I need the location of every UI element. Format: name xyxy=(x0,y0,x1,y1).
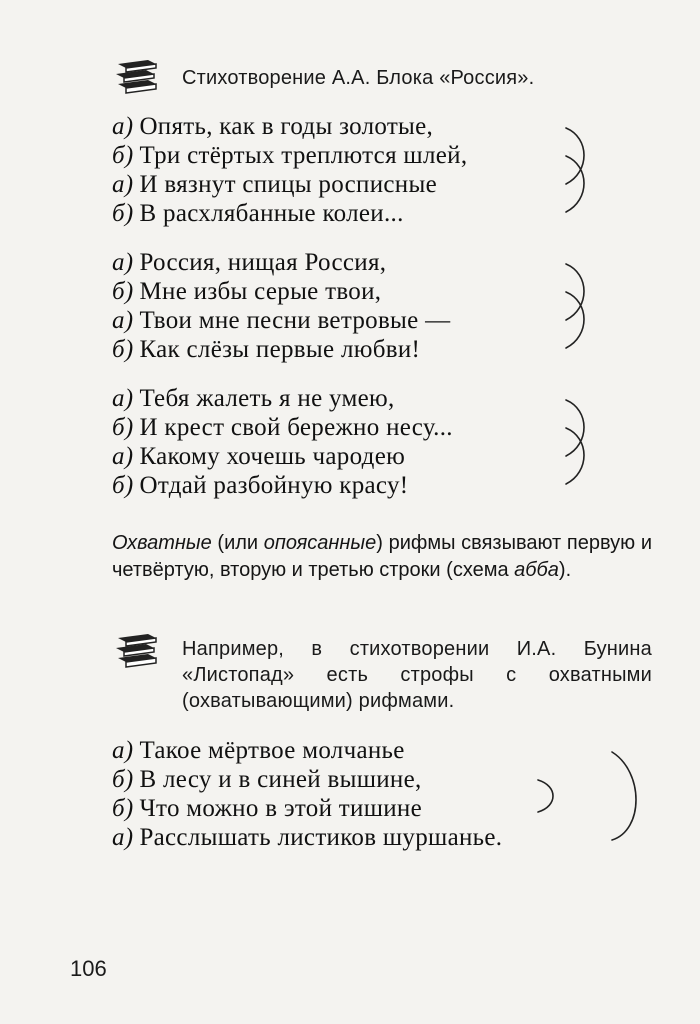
rhyme-arc xyxy=(566,264,584,320)
rhyme-arc xyxy=(566,128,584,184)
verse-line: а) Какому хочешь чародею xyxy=(112,443,406,470)
verse-line: а) Россия, нищая Россия, xyxy=(112,249,387,276)
definition-paragraph: Охватные (или опоясанные) рифмы связывают первую и четвёртую, вторую и третью строки (схема абба). xyxy=(112,532,652,581)
verse-line: а) Такое мёртвое молчанье xyxy=(112,737,405,764)
verse-line: б) Отдай разбойную красу! xyxy=(112,472,409,499)
stanza-3 xyxy=(112,384,453,500)
books-icon xyxy=(114,630,160,668)
verse-line: б) Мне избы серые твои, xyxy=(112,278,382,305)
stanza-1 xyxy=(112,112,467,228)
rhyme-arc xyxy=(566,400,584,456)
verse-line: а) Тебя жалеть я не умею, xyxy=(112,385,395,412)
verse-line: б) В лесу и в синей вышине, xyxy=(112,766,422,793)
rhyme-arc xyxy=(538,780,553,812)
rhyme-arc xyxy=(566,292,584,348)
verse-line: а) Твои мне песни ветровые — xyxy=(112,307,451,334)
rhyme-arc xyxy=(566,428,584,484)
verse-line: б) В расхлябанные колеи... xyxy=(112,200,404,227)
verse-line: а) И вязнут спицы росписные xyxy=(112,171,437,198)
stanza-bunin xyxy=(112,736,502,852)
verse-line: б) Что можно в этой тишине xyxy=(112,795,423,822)
verse-line: б) Три стёртых треплются шлей, xyxy=(112,142,468,169)
books-icon xyxy=(114,56,160,94)
verse-line: б) Как слёзы первые любви! xyxy=(112,336,421,363)
section1-intro: Стихотворение А.А. Блока «Россия». xyxy=(182,67,535,89)
section2-intro: Например, в стихотворении И.А. Бунина «Листопад» есть строфы с охватными (охватывающими) рифмами. xyxy=(182,638,652,712)
verse-line: б) И крест свой бережно несу... xyxy=(112,414,453,441)
stanza-2 xyxy=(112,248,450,364)
verse-line: а) Опять, как в годы золотые, xyxy=(112,113,434,140)
page-number: 106 xyxy=(70,956,107,981)
rhyme-arc xyxy=(612,752,636,840)
rhyme-arc xyxy=(566,156,584,212)
verse-line: а) Расслышать листиков шуршанье. xyxy=(112,824,503,851)
